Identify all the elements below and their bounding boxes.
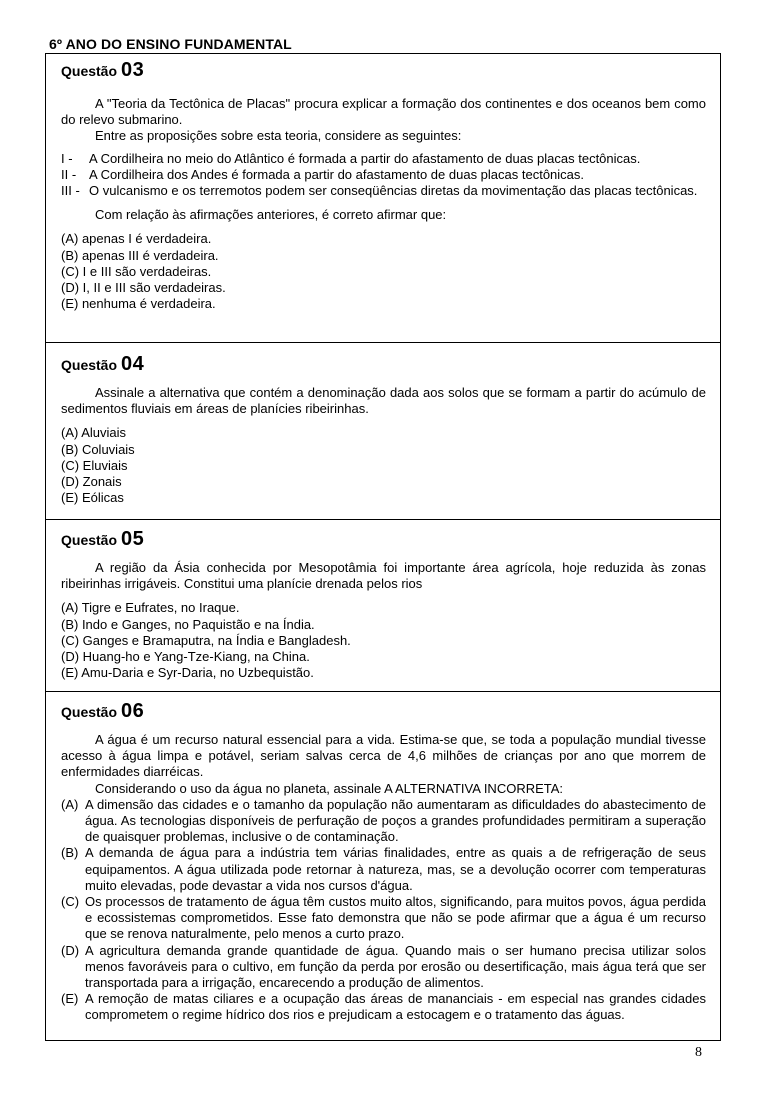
question-number: 06	[121, 700, 145, 722]
question-number: 03	[121, 59, 145, 81]
question-label: Questão	[61, 704, 118, 720]
answer-option: (B) apenas III é verdadeira.	[61, 247, 219, 263]
question-heading	[61, 353, 144, 376]
page-number: 8	[695, 1045, 702, 1060]
question-04	[46, 342, 720, 519]
answer-option: (A) apenas I é verdadeira.	[61, 231, 212, 247]
alternative: (E) A remoção de matas ciliares e a ocupação das áreas de mananciais - em especial nas grandes cidades comprometem o regime hídrico dos rios e prejudicam a estocagem e o tratamento das águas.	[61, 991, 706, 1023]
question-05	[46, 519, 720, 691]
answer-option: (D) I, II e III são verdadeiras.	[61, 280, 226, 296]
question-03	[46, 54, 720, 342]
question-heading	[61, 700, 144, 723]
answer-option: (A) Tigre e Eufrates, no Iraque.	[61, 600, 240, 616]
question-prompt: Com relação às afirmações anteriores, é correto afirmar que:	[95, 207, 447, 223]
answer-option: (B) Coluviais	[61, 441, 135, 457]
answer-option: (E) nenhuma é verdadeira.	[61, 296, 216, 312]
alternative: (C) Os processos de tratamento de água têm custos muito altos, significando, para muitos povos, água perdida e ecossistemas comprometidos. Esse fato demonstra que não se pode afirmar que a água é um recurso que se renova naturalmente, pelo menos a curto prazo.	[61, 894, 706, 942]
question-intro: A região da Ásia conhecida por Mesopotâmia foi importante área agrícola, hoje reduzida às zonas ribeirinhas irrigáveis. Constitui uma planície drenada pelos rios	[61, 560, 706, 592]
question-intro-2: Considerando o uso da água no planeta, assinale A ALTERNATIVA INCORRETA:	[95, 780, 564, 796]
answer-option: (D) Zonais	[61, 474, 122, 490]
alternative: (B) A demanda de água para a indústria tem várias finalidades, entre as quais a de refrigeração de seus equipamentos. A água utilizada pode retornar à natureza, mas, se a devolução ocorrer com temperaturas muito elevadas, pode devastar a vida nos cursos d'água.	[61, 845, 706, 893]
question-06	[46, 691, 720, 1042]
question-label: Questão	[61, 532, 118, 548]
question-intro: A água é um recurso natural essencial para a vida. Estima-se que, se toda a população mundial tivesse acesso à água limpa e potável, seriam salvas cerca de 4,6 milhões de crianças por ano que morrem de enfermidades diarréicas.	[61, 732, 706, 780]
answer-option: (A) Aluviais	[61, 425, 127, 441]
alternative: (D) A agricultura demanda grande quantidade de água. Quando mais o ser humano precisa utilizar solos menos favoráveis para o cultivo, em função da perda por erosão ou desertificação, mais água terá que ser transportada para a irrigação, encarecendo a produção de alimentos.	[61, 942, 706, 991]
answer-option: (C) I e III são verdadeiras.	[61, 263, 212, 279]
question-label: Questão	[61, 357, 118, 373]
page-header: 6º ANO DO ENSINO FUNDAMENTAL	[49, 36, 292, 52]
proposition: I - A Cordilheira no meio do Atlântico é formada a partir do afastamento de duas placas tectônicas.	[61, 150, 641, 166]
proposition: III - O vulcanismo e os terremotos podem ser conseqüências diretas da movimentação das placas tectônicas.	[61, 183, 698, 199]
question-number: 05	[121, 528, 145, 550]
alternative: (A) A dimensão das cidades e o tamanho da população não aumentaram as dificuldades do abastecimento de água. As tecnologias disponíveis de perfuração de poços a grandes profundidades permitiram a superação de quaisquer problemas, inclusive o de contaminação.	[61, 796, 706, 845]
answer-option: (C) Ganges e Bramaputra, na Índia e Bangladesh.	[61, 632, 351, 648]
question-label: Questão	[61, 63, 118, 79]
question-number: 04	[121, 353, 145, 375]
question-heading	[61, 59, 144, 82]
answer-option: (B) Indo e Ganges, no Paquistão e na Índia.	[61, 616, 315, 632]
answer-option: (E) Amu-Daria e Syr-Daria, no Uzbequistão.	[61, 665, 314, 681]
proposition: II - A Cordilheira dos Andes é formada a partir do afastamento de duas placas tectônicas.	[61, 166, 585, 182]
questions-box	[45, 53, 721, 1041]
question-intro: Assinale a alternativa que contém a denominação dada aos solos que se formam a partir do acúmulo de sedimentos fluviais em áreas de planícies ribeirinhas.	[61, 385, 706, 417]
answer-option: (C) Eluviais	[61, 457, 128, 473]
question-intro: A "Teoria da Tectônica de Placas" procura explicar a formação dos continentes e dos oceanos bem como do relevo submarino.	[61, 96, 706, 128]
answer-option: (E) Eólicas	[61, 490, 124, 506]
answer-option: (D) Huang-ho e Yang-Tze-Kiang, na China.	[61, 649, 310, 665]
question-intro-2: Entre as proposições sobre esta teoria, considere as seguintes:	[95, 128, 462, 144]
question-heading	[61, 528, 144, 551]
